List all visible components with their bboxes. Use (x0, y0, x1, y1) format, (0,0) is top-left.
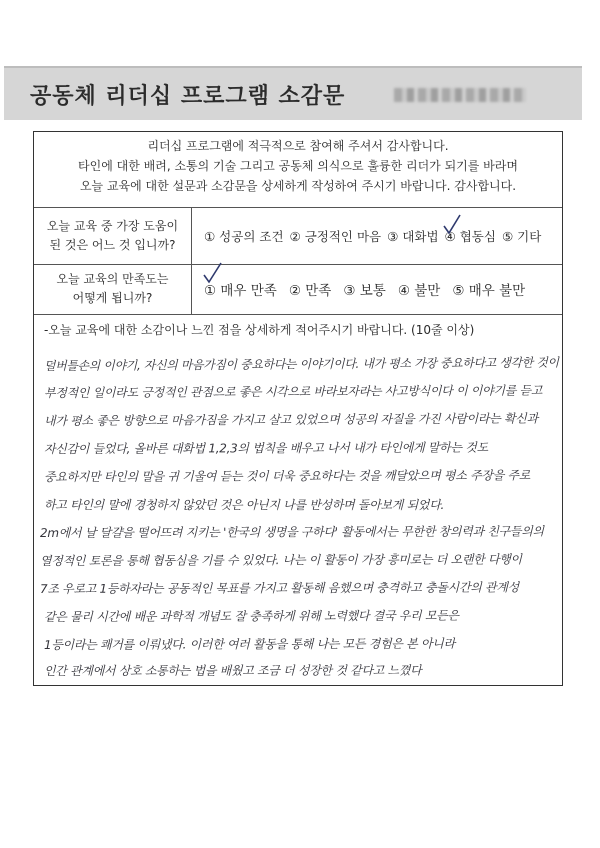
q1-option-2[interactable]: ② 긍정적인 마음 (289, 229, 382, 244)
essay-line: 중요하지만 타인의 말을 귀 기울여 듣는 것이 더욱 중요하다는 것을 깨달았으며 평소 주장을 주로 (43, 468, 531, 484)
essay-line: 1등이라는 쾌거를 이뤄냈다. 이러한 여러 활동을 통해 나는 모든 경험은 본 아니라 (43, 636, 455, 652)
question-1-label-line-1: 오늘 교육 중 가장 도움이 (46, 219, 179, 233)
essay-line: 인간 관계에서 상호 소통하는 법을 배웠고 조금 더 성장한 것 같다고 느꼈다 (43, 663, 422, 678)
question-1-label-line-2: 된 것은 어느 것 입니까? (49, 238, 176, 252)
question-2-label-line-2: 어떻게 됩니까? (72, 291, 153, 305)
survey-form (33, 131, 563, 686)
essay-line: 같은 물리 시간에 배운 과학적 개념도 잘 충족하게 위해 노력했다 결국 우리 모든은 (43, 608, 459, 624)
q2-option-1-label: ① 매우 만족 (204, 283, 277, 299)
essay-line: 자신감이 들었다, 올바른 대화법 1,2,3의 법칙을 배우고 나서 내가 타인에게 말하는 것도 (43, 440, 488, 456)
q2-option-5[interactable]: ⑤ 매우 불만 (452, 283, 526, 299)
intro-line-3: 오늘 교육에 대한 설문과 소감문을 상세하게 작성하여 주시기 바랍니다. 감사합니다. (79, 179, 517, 193)
q1-option-3[interactable]: ③ 대화법 (387, 229, 439, 244)
essay-line: 내가 평소 좋은 방향으로 마음가짐을 가지고 살고 있었으며 성공의 자질을 가진 사람이라는 확신과 (43, 411, 538, 428)
intro-line-1: 리더십 프로그램에 적극적으로 참여해 주셔서 감사합니다. (147, 139, 449, 153)
essay-line: 2m에서 날 달걀을 떨어뜨려 지키는 '한국의 생명을 구하다' 활동에서는 무한한 창의력과 친구들의의 (39, 524, 544, 540)
q1-option-1[interactable]: ① 성공의 조건 (204, 229, 284, 244)
essay-line: 덜버틀손의 이야기, 자신의 마음가짐이 중요하다는 이야기이다. 내가 평소 가장 중요하다고 생각한 것이 (43, 355, 559, 373)
essay-line: 하고 타인의 말에 경청하지 않았던 것은 아닌지 나를 반성하며 돌아보게 되었다. (44, 498, 445, 512)
header-bar (4, 66, 582, 120)
intro-line-2: 타인에 대한 배려, 소통의 기술 그리고 공동체 의식으로 훌륭한 리더가 되기를 바라며 (78, 159, 518, 173)
q1-option-5[interactable]: ⑤ 기타 (501, 229, 542, 244)
redacted-name (394, 88, 526, 102)
question-2-label-line-1: 오늘 교육의 만족도는 (56, 272, 169, 286)
essay-line: 부정적인 일이라도 긍정적인 관점으로 좋은 시각으로 바라보자라는 사고방식이다 이 이야기를 듣고 (43, 383, 543, 400)
q2-option-3[interactable]: ③ 보통 (343, 283, 386, 299)
q2-option-4[interactable]: ④ 불만 (397, 283, 441, 299)
essay-line: 7조 우로고 1등하자라는 공동적인 목표를 가지고 활동해 음했으며 충격하고 충돌시간의 관계성 (39, 580, 519, 596)
essay-line: 열정적인 토론을 통해 협동심을 기를 수 있었다. 나는 이 활동이 가장 흥미로는 더 오랜한 다행이 (39, 552, 522, 568)
q2-option-2[interactable]: ② 만족 (288, 283, 332, 299)
essay-prompt: -오늘 교육에 대한 소감이나 느낀 점을 상세하게 적어주시기 바랍니다. (10줄 이상) (44, 323, 475, 337)
handwritten-essay (34, 132, 562, 685)
q1-option-4-label: ④ 협동심 (444, 229, 496, 244)
document-title: 공동체 리더십 프로그램 소감문 (30, 84, 346, 109)
